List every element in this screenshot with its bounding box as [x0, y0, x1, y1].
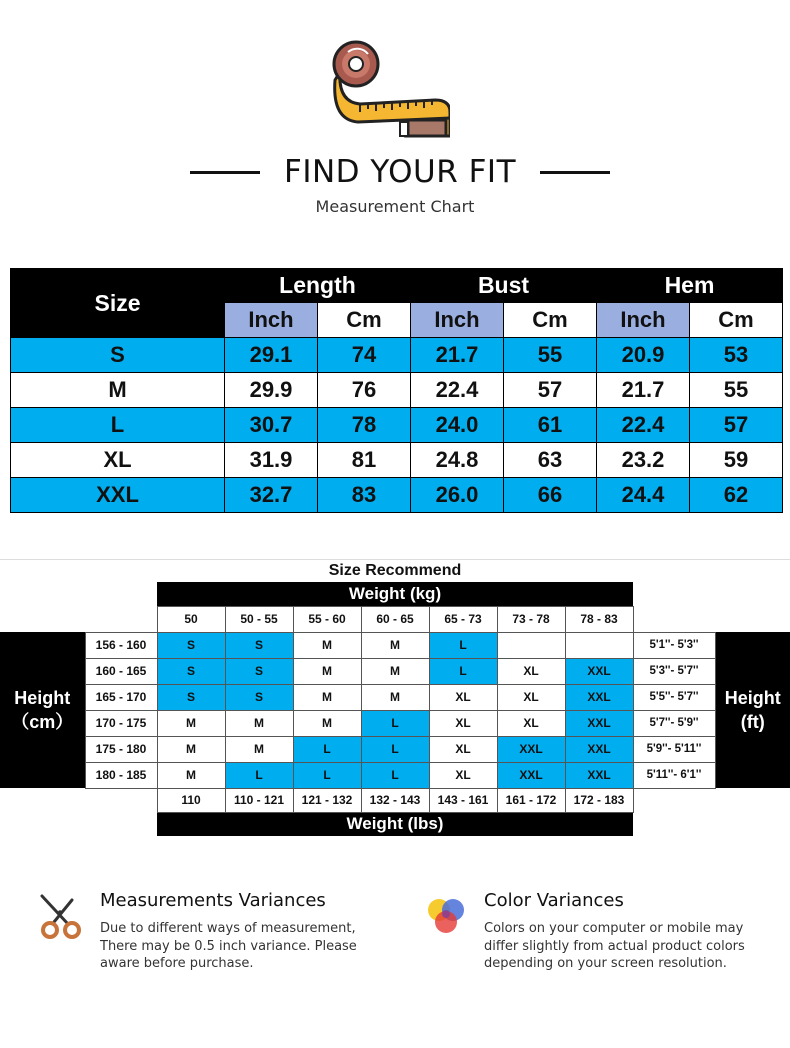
size-cell: L — [293, 736, 361, 762]
weight-lbs-header: Weight (lbs) — [157, 812, 633, 836]
cm-range: 165 - 170 — [85, 684, 157, 710]
value-cell: 59 — [690, 443, 783, 478]
table-row — [0, 658, 790, 684]
value-cell: 23.2 — [597, 443, 690, 478]
value-cell: 29.9 — [225, 373, 318, 408]
value-cell: 57 — [504, 373, 597, 408]
value-cell: 78 — [318, 408, 411, 443]
size-cell: M — [361, 658, 429, 684]
value-cell: 61 — [504, 408, 597, 443]
value-cell: 24.8 — [411, 443, 504, 478]
table-row — [11, 373, 783, 408]
value-cell: 20.9 — [597, 338, 690, 373]
value-cell: 53 — [690, 338, 783, 373]
bust-header: Bust — [411, 269, 597, 303]
kg-range: 50 — [157, 606, 225, 632]
value-cell: 24.4 — [597, 478, 690, 513]
size-cell: XXL — [497, 762, 565, 788]
value-cell: 83 — [318, 478, 411, 513]
table-row — [11, 478, 783, 513]
size-cell: S — [225, 658, 293, 684]
table-row — [0, 684, 790, 710]
title-row — [190, 150, 610, 194]
hem-header: Hem — [597, 269, 783, 303]
lbs-range: 132 - 143 — [361, 788, 429, 812]
scissors-icon — [38, 892, 86, 940]
table-row — [0, 632, 790, 658]
value-cell: 55 — [504, 338, 597, 373]
bust-inch-header: Inch — [411, 303, 504, 338]
ft-range: 5'9''- 5'11'' — [633, 736, 715, 762]
size-cell: M — [157, 736, 225, 762]
value-cell: 22.4 — [597, 408, 690, 443]
size-cell: M — [157, 762, 225, 788]
cm-range: 175 - 180 — [85, 736, 157, 762]
kg-range: 65 - 73 — [429, 606, 497, 632]
size-cell: S — [157, 684, 225, 710]
size-cell: XXL — [11, 478, 225, 513]
lbs-range: 172 - 183 — [565, 788, 633, 812]
hem-cm-header: Cm — [690, 303, 783, 338]
table-row — [0, 762, 790, 788]
size-cell: L — [293, 762, 361, 788]
size-cell: XL — [429, 762, 497, 788]
size-cell: XL — [429, 684, 497, 710]
cm-range: 170 - 175 — [85, 710, 157, 736]
value-cell: 21.7 — [597, 373, 690, 408]
size-cell: XXL — [565, 736, 633, 762]
measurement-table — [10, 268, 783, 513]
size-column-header: Size — [11, 269, 225, 338]
size-cell: M — [11, 373, 225, 408]
size-cell: M — [225, 736, 293, 762]
value-cell: 57 — [690, 408, 783, 443]
bust-cm-header: Cm — [504, 303, 597, 338]
height-cm-label: Height （cm） — [0, 632, 85, 788]
length-inch-header: Inch — [225, 303, 318, 338]
size-cell: XL — [429, 710, 497, 736]
value-cell: 62 — [690, 478, 783, 513]
color-variances-text: Colors on your computer or mobile may differ slightly from actual product colors depending on your screen resolution. — [484, 921, 745, 971]
hem-inch-header: Inch — [597, 303, 690, 338]
value-cell: 55 — [690, 373, 783, 408]
measurements-variances-text: Due to different ways of measurement, There may be 0.5 inch variance. Please aware before purchase. — [100, 921, 357, 971]
value-cell: 29.1 — [225, 338, 318, 373]
color-variances — [422, 890, 782, 980]
table-row — [0, 710, 790, 736]
ft-range: 5'1''- 5'3'' — [633, 632, 715, 658]
size-cell: XL — [497, 658, 565, 684]
size-cell: L — [361, 710, 429, 736]
value-cell: 26.0 — [411, 478, 504, 513]
size-cell: L — [429, 658, 497, 684]
size-cell: L — [361, 762, 429, 788]
size-cell — [565, 632, 633, 658]
lbs-range: 161 - 172 — [497, 788, 565, 812]
value-cell: 81 — [318, 443, 411, 478]
value-cell: 31.9 — [225, 443, 318, 478]
size-cell: XL — [11, 443, 225, 478]
size-cell: XXL — [565, 658, 633, 684]
lbs-range: 110 — [157, 788, 225, 812]
size-cell: S — [11, 338, 225, 373]
size-cell: M — [157, 710, 225, 736]
measuring-tape-icon — [330, 40, 450, 140]
size-cell: XXL — [565, 762, 633, 788]
value-cell: 30.7 — [225, 408, 318, 443]
length-cm-header: Cm — [318, 303, 411, 338]
value-cell: 66 — [504, 478, 597, 513]
size-cell: XXL — [565, 710, 633, 736]
size-cell: M — [361, 684, 429, 710]
size-cell: M — [225, 710, 293, 736]
size-cell: S — [157, 632, 225, 658]
weight-kg-header: Weight (kg) — [157, 582, 633, 606]
size-cell: M — [293, 658, 361, 684]
measurements-variances-title: Measurements Variances — [100, 890, 326, 911]
size-cell: L — [361, 736, 429, 762]
size-cell: XXL — [565, 684, 633, 710]
size-cell: S — [157, 658, 225, 684]
size-recommend-table — [0, 582, 790, 836]
value-cell: 76 — [318, 373, 411, 408]
measurements-variances — [38, 890, 378, 980]
size-cell: L — [11, 408, 225, 443]
size-cell: L — [225, 762, 293, 788]
size-cell: S — [225, 684, 293, 710]
height-ft-label: Height (ft) — [715, 632, 790, 788]
lbs-range: 143 - 161 — [429, 788, 497, 812]
ft-range: 5'7''- 5'9'' — [633, 710, 715, 736]
title-rule-left — [190, 171, 260, 174]
page-title: FIND YOUR FIT — [283, 154, 517, 190]
kg-range: 73 - 78 — [497, 606, 565, 632]
cm-range: 160 - 165 — [85, 658, 157, 684]
size-cell: M — [293, 684, 361, 710]
table-row — [11, 443, 783, 478]
table-row — [11, 408, 783, 443]
value-cell: 32.7 — [225, 478, 318, 513]
size-cell: S — [225, 632, 293, 658]
kg-range: 78 - 83 — [565, 606, 633, 632]
kg-range: 60 - 65 — [361, 606, 429, 632]
kg-range: 55 - 60 — [293, 606, 361, 632]
kg-range: 50 - 55 — [225, 606, 293, 632]
color-variances-title: Color Variances — [484, 890, 624, 911]
size-cell: XL — [429, 736, 497, 762]
size-cell: XL — [497, 684, 565, 710]
color-circles-icon — [422, 892, 470, 940]
cm-range: 156 - 160 — [85, 632, 157, 658]
size-cell: M — [361, 632, 429, 658]
lbs-range: 110 - 121 — [225, 788, 293, 812]
size-cell: L — [429, 632, 497, 658]
ft-range: 5'11''- 6'1'' — [633, 762, 715, 788]
size-cell: XXL — [497, 736, 565, 762]
size-cell: M — [293, 632, 361, 658]
value-cell: 22.4 — [411, 373, 504, 408]
ft-range: 5'3''- 5'7'' — [633, 658, 715, 684]
page-subtitle: Measurement Chart — [315, 197, 475, 216]
ft-range: 5'5''- 5'7'' — [633, 684, 715, 710]
length-header: Length — [225, 269, 411, 303]
title-rule-right — [540, 171, 610, 174]
value-cell: 63 — [504, 443, 597, 478]
size-cell — [497, 632, 565, 658]
cm-range: 180 - 185 — [85, 762, 157, 788]
value-cell: 24.0 — [411, 408, 504, 443]
value-cell: 21.7 — [411, 338, 504, 373]
table-row — [11, 338, 783, 373]
size-cell: M — [293, 710, 361, 736]
size-recommend-title: Size Recommend — [0, 559, 790, 583]
lbs-range: 121 - 132 — [293, 788, 361, 812]
size-cell: XL — [497, 710, 565, 736]
table-row — [0, 736, 790, 762]
value-cell: 74 — [318, 338, 411, 373]
